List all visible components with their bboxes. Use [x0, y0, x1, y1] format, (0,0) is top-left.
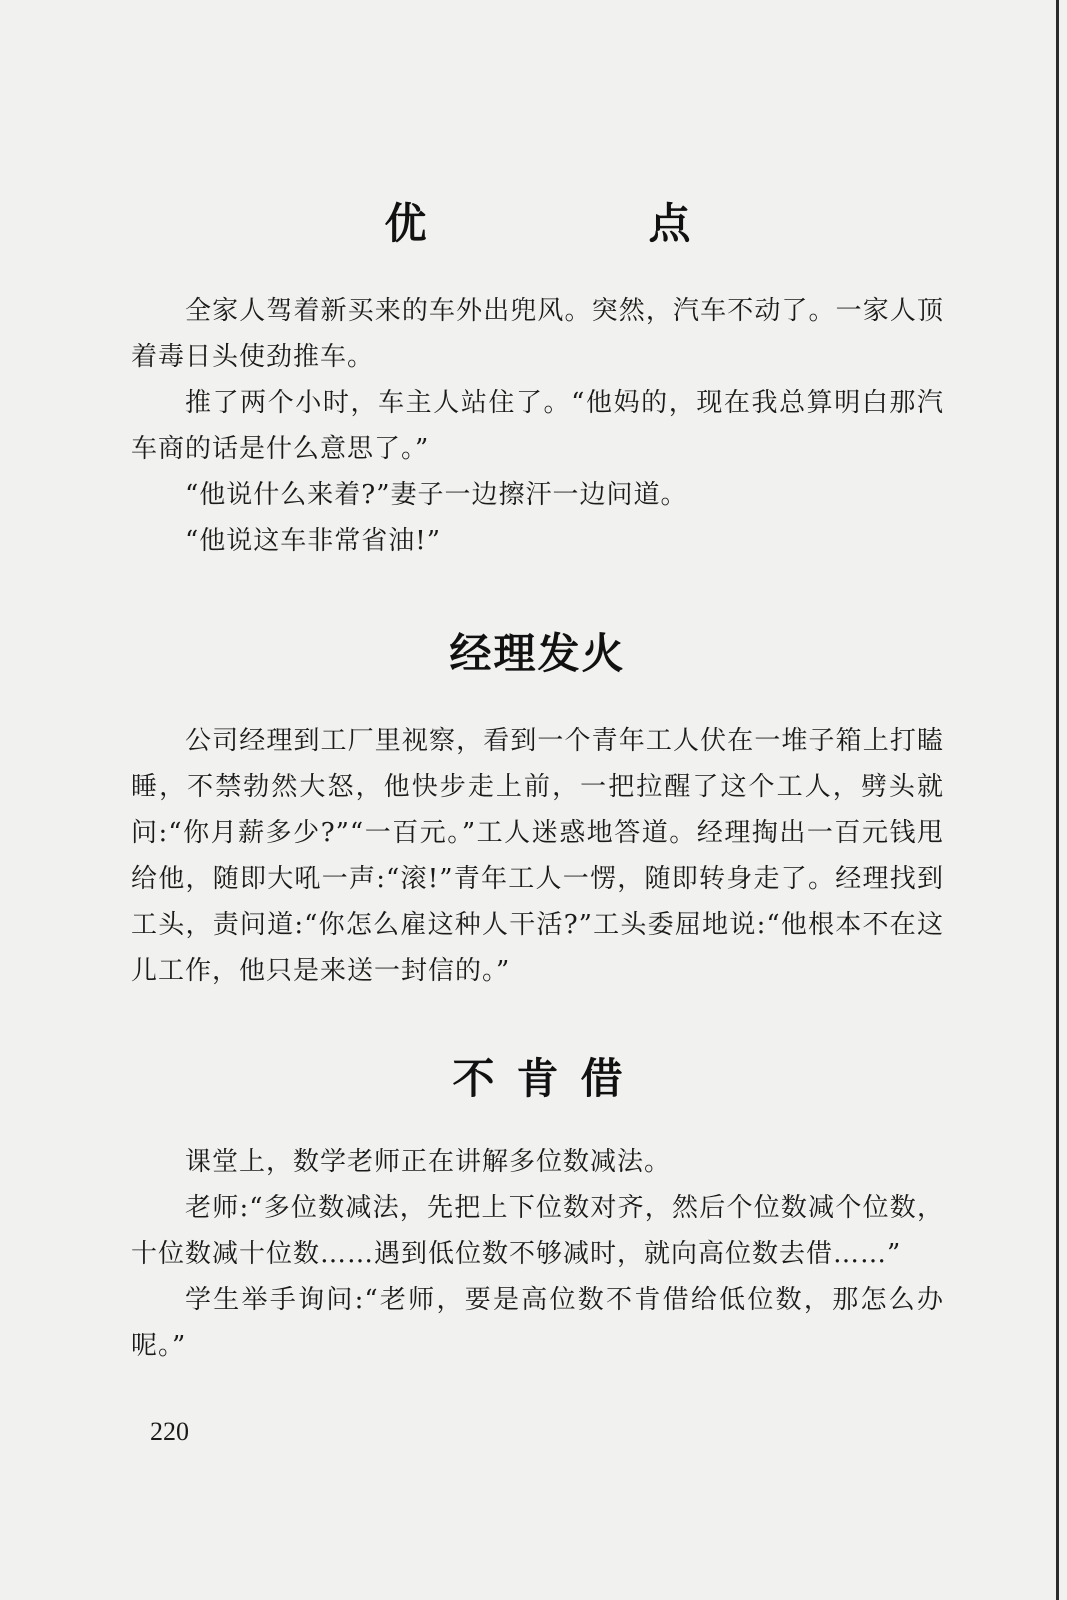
paragraph: “他说什么来着?”妻子一边擦汗一边问道。	[185, 480, 688, 510]
paragraph: “他说这车非常省油!”	[185, 526, 442, 556]
paragraph: 公司经理到工厂里视察，看到一个青年工人伏在一堆子箱上打瞌睡，不禁勃然大怒，他快步走上前，一把拉醒了这个工人，劈头就问:“你月薪多少?”“一百元。”工人迷惑地答道。经理掏出一百元钱甩给他，随即大吼一声:“滚!”青年工人一愣，随即转身走了。经理找到工头，责问道:“你怎么雇这种人干活?”工头委屈地说:“他根本不在这儿工作，他只是来送一封信的。”	[131, 726, 944, 986]
story-refuse-to-lend	[131, 1055, 944, 1369]
paragraph: 全家人驾着新买来的车外出兜风。突然，汽车不动了。一家人顶着毒日头使劲推车。	[131, 296, 944, 372]
story-body	[131, 288, 944, 564]
story-body	[131, 1139, 944, 1369]
story-body	[131, 718, 944, 994]
page-edge-shadow	[1056, 0, 1059, 1600]
paragraph: 学生举手询问:“老师，要是高位数不肯借给低位数，那怎么办呢。”	[131, 1285, 944, 1361]
paragraph: 老师:“多位数减法，先把上下位数对齐，然后个位数减个位数，十位数减十位数……遇到低位数不够减时，就向高位数去借……”	[131, 1193, 944, 1269]
story-title: 不肯借	[452, 1054, 645, 1103]
story-advantage	[131, 200, 944, 564]
paragraph: 课堂上，数学老师正在讲解多位数减法。	[185, 1147, 672, 1177]
page-number: 220	[150, 1417, 189, 1446]
story-title: 优 点	[384, 199, 781, 248]
paragraph: 推了两个小时，车主人站住了。“他妈的，现在我总算明白那汽车商的话是什么意思了。”	[131, 388, 944, 464]
story-title: 经理发火	[449, 629, 626, 678]
story-manager-angry	[131, 630, 944, 994]
